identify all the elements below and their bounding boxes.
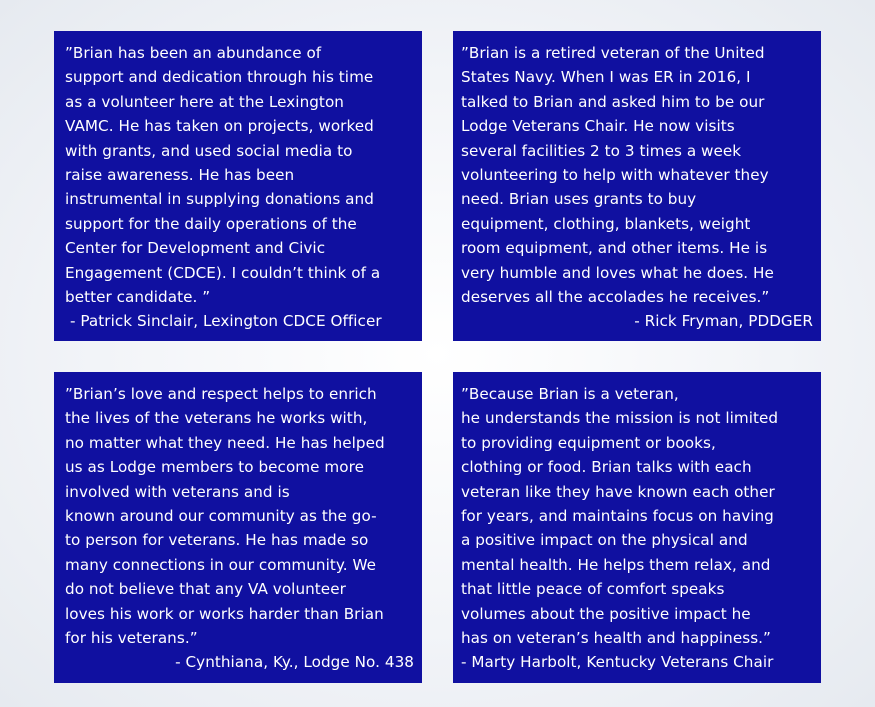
testimonial-card-2 [453, 31, 821, 341]
testimonial-attribution: - Patrick Sinclair, Lexington CDCE Officer [70, 312, 382, 331]
testimonial-card-3 [54, 372, 422, 683]
testimonial-quote: ”Brian is a retired veteran of the United States Navy. When I was ER in 2016, I talked to Brian and asked him to be our Lodge Veterans Chair. He now visits several facilities 2 to 3 times a week volunteering to help with whatever they need. Brian uses grants to buy equipment, clothing, blankets, weight room equipment, and other items. He is very humble and loves what he does. He deserves all the accolades he receives.” [461, 44, 774, 307]
testimonial-card-4 [453, 372, 821, 683]
testimonial-quote: ”Because Brian is a veteran, he understands the mission is not limited to providing equipment or books, clothing or food. Brian talks with each veteran like they have known each other for years, and maintains focus on having a positive impact on the physical and mental health. He helps them relax, and that little peace of comfort speaks volumes about the positive impact he has on veteran’s health and happiness.” [461, 385, 779, 648]
testimonial-attribution: - Cynthiana, Ky., Lodge No. 438 [175, 653, 414, 672]
testimonial-card-1 [54, 31, 422, 341]
testimonial-quote: ”Brian has been an abundance of support and dedication through his time as a volunteer here at the Lexington VAMC. He has taken on projects, worked with grants, and used social media to raise awareness. He has been instrumental in supplying donations and support for the daily operations of the Center for Development and Civic Engagement (CDCE). I couldn’t think of a better candidate. ” [65, 44, 381, 307]
testimonial-quote: ”Brian’s love and respect helps to enrich the lives of the veterans he works with, no matter what they need. He has helped us as Lodge members to become more involved with veterans and is known around our community as the go- to person for veterans. He has made so many connections in our community. We do not believe that any VA volunteer loves his work or works harder than Brian for his veterans.” [65, 385, 385, 648]
testimonial-attribution: - Marty Harbolt, Kentucky Veterans Chair [461, 653, 774, 672]
testimonial-attribution: - Rick Fryman, PDDGER [634, 312, 813, 331]
